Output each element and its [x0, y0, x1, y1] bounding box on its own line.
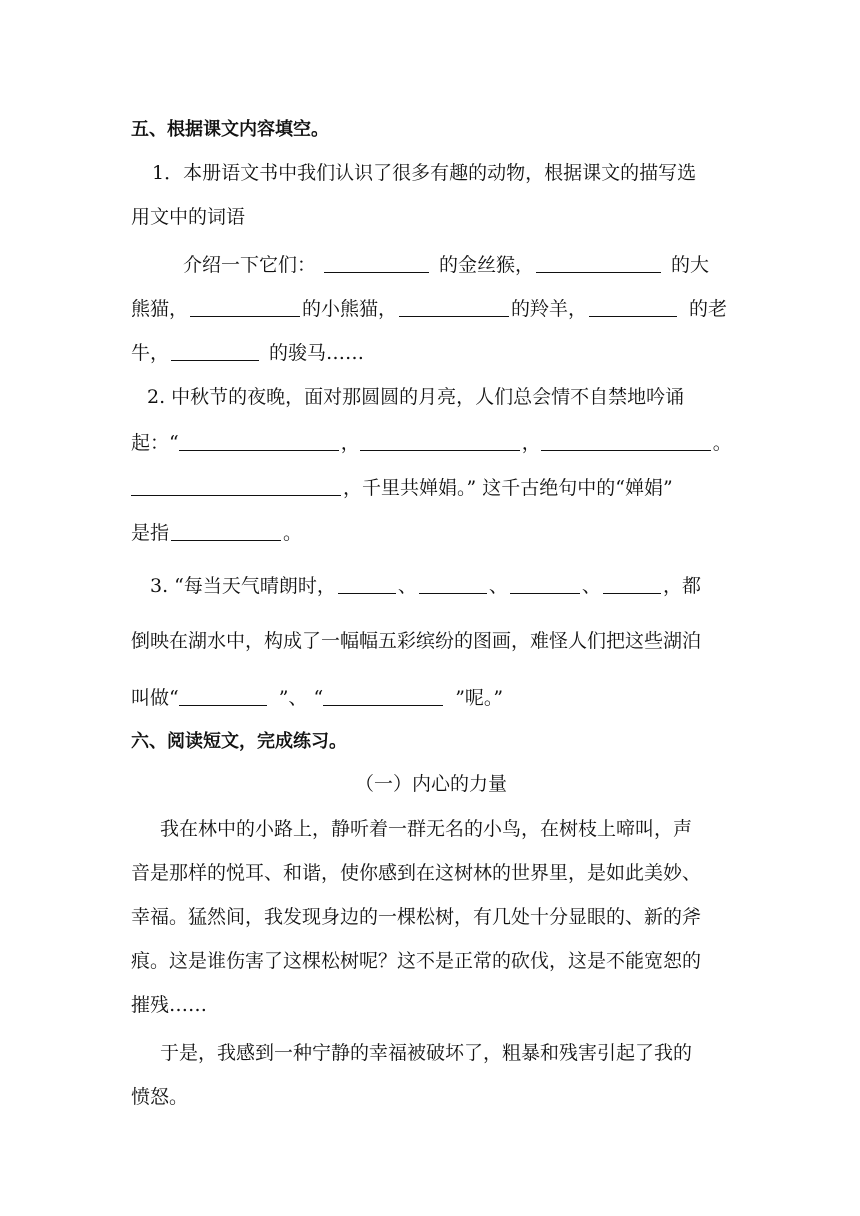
q1-line4-text-a: 熊猫，	[131, 298, 189, 320]
q2-line3	[131, 475, 860, 500]
blank-lake-name-2[interactable]	[323, 685, 443, 706]
q2-line4-text-a: 是指	[131, 522, 170, 544]
q2-line2-text-c: ，	[521, 432, 541, 454]
q1-line4-text-c: 的羚羊，	[511, 298, 588, 320]
passage-p1-line3: 幸福。猛然间，我发现身边的一棵松树，有几处十分显眼的、新的斧	[131, 906, 702, 928]
passage-p1-line2: 音是那样的悦耳、和谐，使你感到在这树林的世界里，是如此美妙、	[131, 862, 702, 884]
section5-heading: 五、根据课文内容填空。	[131, 119, 329, 140]
q2-line1: 2. 中秋节的夜晚，面对那圆圆的月亮，人们总会情不自禁地吟诵	[147, 386, 685, 408]
q3-line3-text-a: 叫做“	[131, 687, 179, 709]
blank-old-ox[interactable]	[589, 296, 677, 317]
q1-line4-text-b: 的小熊猫，	[302, 298, 398, 320]
q1-line1: 1．本册语文书中我们认识了很多有趣的动物，根据课文的描写选	[152, 162, 697, 184]
q3-sep-3: 、	[581, 575, 601, 597]
q3-sep-1: 、	[397, 575, 417, 597]
blank-scene-4[interactable]	[603, 573, 661, 594]
blank-chanjuan-meaning[interactable]	[171, 520, 281, 541]
q3-line1-text-b: ，都	[662, 575, 701, 597]
blank-scene-3[interactable]	[510, 573, 580, 594]
passage-p1-line4: 痕。这是谁伤害了这棵松树呢？这不是正常的砍伐，这是不能宽恕的	[131, 950, 702, 972]
passage-p1-line1: 我在林中的小路上，静听着一群无名的小鸟，在树枝上啼叫，声	[160, 818, 693, 840]
q1-line3	[183, 252, 860, 277]
blank-scene-2[interactable]	[419, 573, 487, 594]
passage-p2-line1: 于是，我感到一种宁静的幸福被破坏了，粗暴和残害引起了我的	[160, 1042, 693, 1064]
blank-steed[interactable]	[171, 340, 259, 361]
q1-line5-text-a: 牛，	[131, 342, 170, 364]
blank-poem-4[interactable]	[131, 475, 341, 496]
blank-scene-1[interactable]	[338, 573, 396, 594]
blank-poem-1[interactable]	[179, 430, 339, 451]
q1-line4-text-d: 的老	[689, 298, 728, 320]
q1-line2: 用文中的词语	[131, 206, 246, 228]
q3-sep-2: 、	[488, 575, 508, 597]
q3-line2: 倒映在湖水中，构成了一幅幅五彩缤纷的图画，难怪人们把这些湖泊	[131, 630, 702, 652]
q1-line5	[131, 340, 860, 365]
q2-line4-text-b: 。	[283, 522, 303, 544]
q3-line3	[131, 685, 860, 710]
q3-line3-text-c: ”呢。”	[455, 687, 504, 709]
passage-p1-line5: 摧残……	[131, 994, 208, 1016]
blank-antelope[interactable]	[399, 296, 509, 317]
blank-golden-monkey[interactable]	[324, 252, 429, 273]
q1-line5-text-b: 的骏马……	[269, 342, 365, 364]
q2-line4	[131, 520, 860, 545]
q1-line3-text-c: 的大	[671, 254, 710, 276]
passage-p2-line2: 愤怒。	[131, 1086, 189, 1108]
blank-giant-panda[interactable]	[536, 252, 661, 273]
blank-poem-2[interactable]	[360, 430, 520, 451]
blank-lake-name-1[interactable]	[179, 685, 267, 706]
section6-heading: 六、阅读短文，完成练习。	[131, 731, 347, 752]
blank-red-panda[interactable]	[190, 296, 300, 317]
q2-line2-text-d: 。	[712, 432, 732, 454]
q3-line1-text-a: 3. “每当天气晴朗时，	[150, 575, 336, 597]
q3-line3-text-b: ”、 “	[278, 687, 324, 709]
q2-line2-text-a: 起：“	[131, 432, 179, 454]
q2-line3-text-a: ，千里共婵娟。” 这千古绝句中的“婵娟”	[343, 477, 673, 499]
q1-line3-text-a: 介绍一下它们：	[183, 254, 317, 276]
q2-line2	[131, 430, 860, 455]
blank-poem-3[interactable]	[541, 430, 711, 451]
q2-line2-text-b: ，	[340, 432, 360, 454]
q1-line3-text-b: 的金丝猴，	[439, 254, 535, 276]
q3-line1	[150, 573, 860, 598]
passage-title: （一）内心的力量	[355, 773, 508, 795]
q1-line4	[131, 296, 860, 321]
